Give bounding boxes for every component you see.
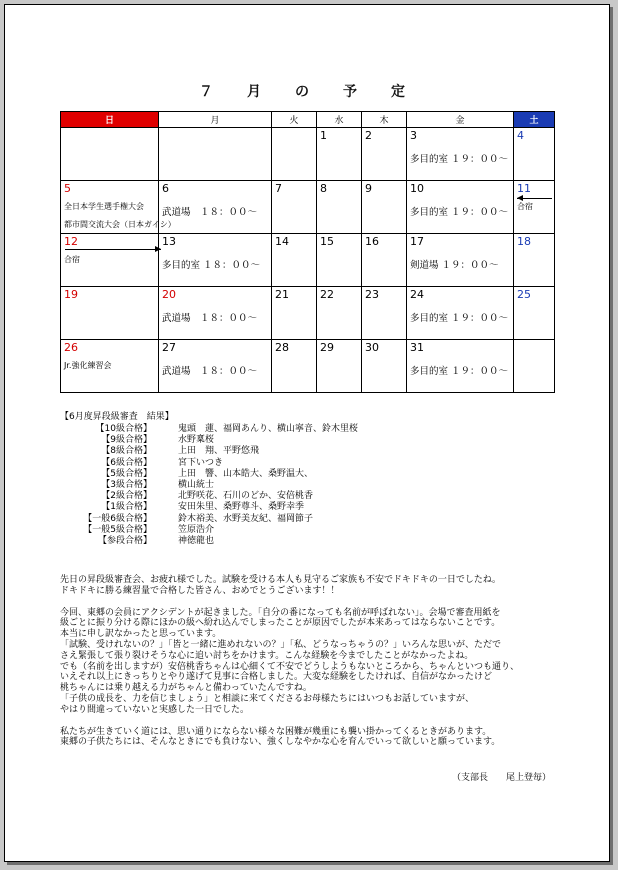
schedule-calendar bbox=[60, 111, 555, 393]
day-cell-empty bbox=[514, 340, 555, 393]
result-row bbox=[60, 469, 560, 480]
day-cell bbox=[407, 287, 514, 340]
day-cell bbox=[272, 287, 317, 340]
result-rank: 【3級合格】 bbox=[101, 479, 152, 490]
day-number: 19 bbox=[64, 288, 78, 301]
result-names: 上田 響、山本皓大、桑野温大、 bbox=[178, 468, 314, 479]
day-cell bbox=[362, 340, 407, 393]
day-cell bbox=[407, 234, 514, 287]
day-number: 23 bbox=[365, 288, 379, 301]
weekday-header-row bbox=[61, 112, 555, 128]
message-line: 今回、東郷の会員にアクシデントが起きました。「自分の番になっても名前が呼ばれない」。会場で審査用紙を bbox=[60, 607, 501, 618]
day-number: 21 bbox=[275, 288, 289, 301]
result-rank: 【一般5級合格】 bbox=[83, 524, 152, 535]
day-number: 3 bbox=[410, 129, 417, 142]
result-rank: 【5級合格】 bbox=[101, 468, 152, 479]
day-cell bbox=[317, 234, 362, 287]
calendar-week-5 bbox=[61, 340, 555, 393]
day-number: 25 bbox=[517, 288, 531, 301]
continuation-arrow-left bbox=[517, 198, 552, 199]
result-rank: 【6級合格】 bbox=[101, 457, 152, 468]
day-event: 都市間交流大会（日本ガイシ） bbox=[64, 220, 176, 229]
message-line: 東郷の子供たちには、そんなときにでも負けない、強くしなやかな心を育んでいって欲しいと願っています。 bbox=[60, 737, 501, 748]
calendar-week-1 bbox=[61, 128, 555, 181]
day-number: 28 bbox=[275, 341, 289, 354]
weekday-friday: 金 bbox=[407, 112, 514, 128]
day-event: 多目的室 １８：００～ bbox=[162, 260, 261, 271]
continuation-arrow-right bbox=[65, 249, 161, 250]
message-line: 級ごとに振り分ける際にほかの級へ紛れ込んでしまったことが原因でしたが本来あってはならないことです。 bbox=[60, 618, 501, 629]
day-cell bbox=[362, 128, 407, 181]
weekday-wednesday: 水 bbox=[317, 112, 362, 128]
weekday-thursday: 木 bbox=[362, 112, 407, 128]
message-line: でも（名前を出しますが）安倍桃香ちゃんは心細くて不安でどうしようもないところから、ちゃんといつも通り、 bbox=[60, 661, 520, 672]
day-cell bbox=[317, 287, 362, 340]
weekday-monday: 月 bbox=[159, 112, 272, 128]
day-cell-empty bbox=[272, 128, 317, 181]
result-rank: 【9級合格】 bbox=[101, 435, 152, 446]
day-cell-empty bbox=[61, 128, 159, 181]
message-line: 桃ちゃんには乗り越える力がちゃんと備わっていたんですね。 bbox=[60, 683, 312, 694]
day-number: 6 bbox=[162, 182, 169, 195]
day-cell bbox=[362, 287, 407, 340]
day-cell bbox=[317, 128, 362, 181]
result-row bbox=[60, 480, 560, 491]
day-number: 18 bbox=[517, 235, 531, 248]
day-number: 12 bbox=[64, 235, 78, 248]
day-cell bbox=[159, 287, 272, 340]
day-number: 13 bbox=[162, 235, 176, 248]
weekday-sunday: 日 bbox=[61, 112, 159, 128]
result-names: 宮下いつき bbox=[178, 457, 224, 468]
result-names: 北野咲花、石川のどか、安倍桃香 bbox=[178, 491, 314, 502]
message-line: ドキドキに勝る練習量で合格した皆さん、おめでとうございます！！ bbox=[60, 585, 340, 596]
result-names: 横山統士 bbox=[178, 479, 215, 490]
message-line: 本当に申し訳なかったと思っています。 bbox=[60, 629, 222, 640]
result-row bbox=[60, 525, 560, 536]
day-cell bbox=[272, 181, 317, 234]
day-number: 17 bbox=[410, 235, 424, 248]
message-body bbox=[60, 575, 560, 748]
day-number: 22 bbox=[320, 288, 334, 301]
result-row bbox=[60, 502, 560, 513]
day-cell bbox=[407, 128, 514, 181]
day-cell bbox=[407, 181, 514, 234]
day-cell bbox=[61, 340, 159, 393]
result-row bbox=[60, 435, 560, 446]
result-names: 安田朱里、桑野尊斗、桑野幸季 bbox=[178, 502, 305, 513]
result-names: 神徳龍也 bbox=[178, 535, 215, 546]
result-names: 笠原浩介 bbox=[178, 524, 215, 535]
day-number: 29 bbox=[320, 341, 334, 354]
day-cell bbox=[272, 234, 317, 287]
day-number: 11 bbox=[517, 182, 531, 195]
day-event: 合宿 bbox=[64, 255, 80, 264]
result-row bbox=[60, 458, 560, 469]
day-event: 全日本学生選手権大会 bbox=[64, 202, 144, 211]
day-number: 27 bbox=[162, 341, 176, 354]
day-number: 1 bbox=[320, 129, 327, 142]
day-cell bbox=[317, 181, 362, 234]
message-line: さえ緊張して張り裂けそうな心に追い討ちをかけます。こんな経験を今までしたことがなかったよね。 bbox=[60, 650, 474, 661]
result-names: 水野稟桜 bbox=[178, 435, 215, 446]
calendar-week-3 bbox=[61, 234, 555, 287]
day-number: 4 bbox=[517, 129, 524, 142]
day-event: 剣道場 １９：００～ bbox=[410, 260, 499, 271]
day-cell bbox=[317, 340, 362, 393]
result-names: 鈴木裕美、水野美友紀、福岡節子 bbox=[178, 513, 314, 524]
day-cell bbox=[159, 181, 272, 234]
day-cell-empty bbox=[159, 128, 272, 181]
day-number: 30 bbox=[365, 341, 379, 354]
result-rank: 【参段合格】 bbox=[97, 535, 152, 546]
day-number: 24 bbox=[410, 288, 424, 301]
day-number: 20 bbox=[162, 288, 176, 301]
result-names: 上田 翔、平野悠飛 bbox=[178, 446, 260, 457]
message-line: 先日の昇段級審査会、お疲れ様でした。試験を受ける本人も見守るご家族も不安でドキドキの一日でしたね。 bbox=[60, 575, 501, 585]
page-title: ７ 月 の 予 定 bbox=[199, 84, 415, 100]
message-line: 「子供の成長を、力を信じましょう」と相談に来てくださるお母様たちにはいつもお話していますが、 bbox=[60, 693, 475, 704]
day-cell bbox=[362, 234, 407, 287]
day-number: 8 bbox=[320, 182, 327, 195]
calendar-week-4 bbox=[61, 287, 555, 340]
document-page bbox=[4, 4, 610, 862]
result-rank: 【8級合格】 bbox=[101, 446, 152, 457]
result-rank: 【2級合格】 bbox=[101, 491, 152, 502]
message-line: 私たちが生きていく道には、思い通りにならない様々な困難が幾重にも襲い掛かってくるときがあります。 bbox=[60, 726, 492, 737]
day-number: 2 bbox=[365, 129, 372, 142]
day-event: 多目的室 １９：００～ bbox=[410, 207, 509, 218]
day-cell bbox=[362, 181, 407, 234]
message-line: いえそれ以上にきっちりとやり遂げて見事に合格しました。大変な経験をしたければ、自信がなかったけど bbox=[60, 672, 493, 683]
results-heading: 【6月度昇段級審査 結果】 bbox=[60, 412, 174, 422]
message-line: やはり間違っていないと実感した一日でした。 bbox=[60, 704, 250, 715]
day-cell bbox=[514, 234, 555, 287]
day-event: 武道場 １８：００～ bbox=[162, 207, 258, 218]
day-number: 7 bbox=[275, 182, 282, 195]
day-cell bbox=[514, 287, 555, 340]
result-row bbox=[60, 514, 560, 525]
day-event: 合宿 bbox=[517, 202, 533, 211]
day-cell bbox=[159, 340, 272, 393]
result-row bbox=[60, 536, 560, 547]
day-cell bbox=[61, 181, 176, 234]
day-event: Jr.強化練習会 bbox=[64, 361, 112, 370]
weekday-tuesday: 火 bbox=[272, 112, 317, 128]
day-number: 16 bbox=[365, 235, 379, 248]
day-event: 多目的室 １９：００～ bbox=[410, 366, 509, 377]
day-cell bbox=[61, 287, 159, 340]
day-cell bbox=[272, 340, 317, 393]
day-cell bbox=[61, 234, 159, 287]
day-number: 9 bbox=[365, 182, 372, 195]
message-line: 「試験、受けれないの？」「皆と一緒に進めれないの？」「私、どうなっちゃうの？」いろんな思いが、ただで bbox=[60, 639, 502, 650]
result-row bbox=[60, 446, 560, 457]
day-number: 14 bbox=[275, 235, 289, 248]
day-number: 31 bbox=[410, 341, 424, 354]
day-cell bbox=[514, 181, 555, 234]
calendar-week-2 bbox=[61, 181, 555, 234]
result-names: 鬼頭 蓮、福岡あんり、横山寧音、鈴木里桜 bbox=[178, 424, 359, 434]
result-rank: 【一般6級合格】 bbox=[83, 513, 152, 524]
result-row bbox=[60, 491, 560, 502]
result-row bbox=[60, 424, 560, 435]
day-number: 15 bbox=[320, 235, 334, 248]
result-rank: 【1級合格】 bbox=[101, 502, 152, 513]
day-event: 多目的室 １９：００～ bbox=[410, 154, 509, 165]
day-number: 26 bbox=[64, 341, 78, 354]
day-event: 多目的室 １９：００～ bbox=[410, 313, 509, 324]
signature: （支部長 尾上登毎） bbox=[452, 773, 552, 783]
day-cell bbox=[159, 234, 272, 287]
exam-results bbox=[60, 411, 560, 547]
result-rank: 【10級合格】 bbox=[95, 424, 152, 434]
day-event: 武道場 １８：００～ bbox=[162, 313, 258, 324]
day-cell bbox=[407, 340, 514, 393]
day-event: 武道場 １８：００～ bbox=[162, 366, 258, 377]
day-cell bbox=[514, 128, 555, 181]
day-number: 10 bbox=[410, 182, 424, 195]
day-number: 5 bbox=[64, 182, 71, 195]
weekday-saturday: 土 bbox=[514, 112, 555, 128]
